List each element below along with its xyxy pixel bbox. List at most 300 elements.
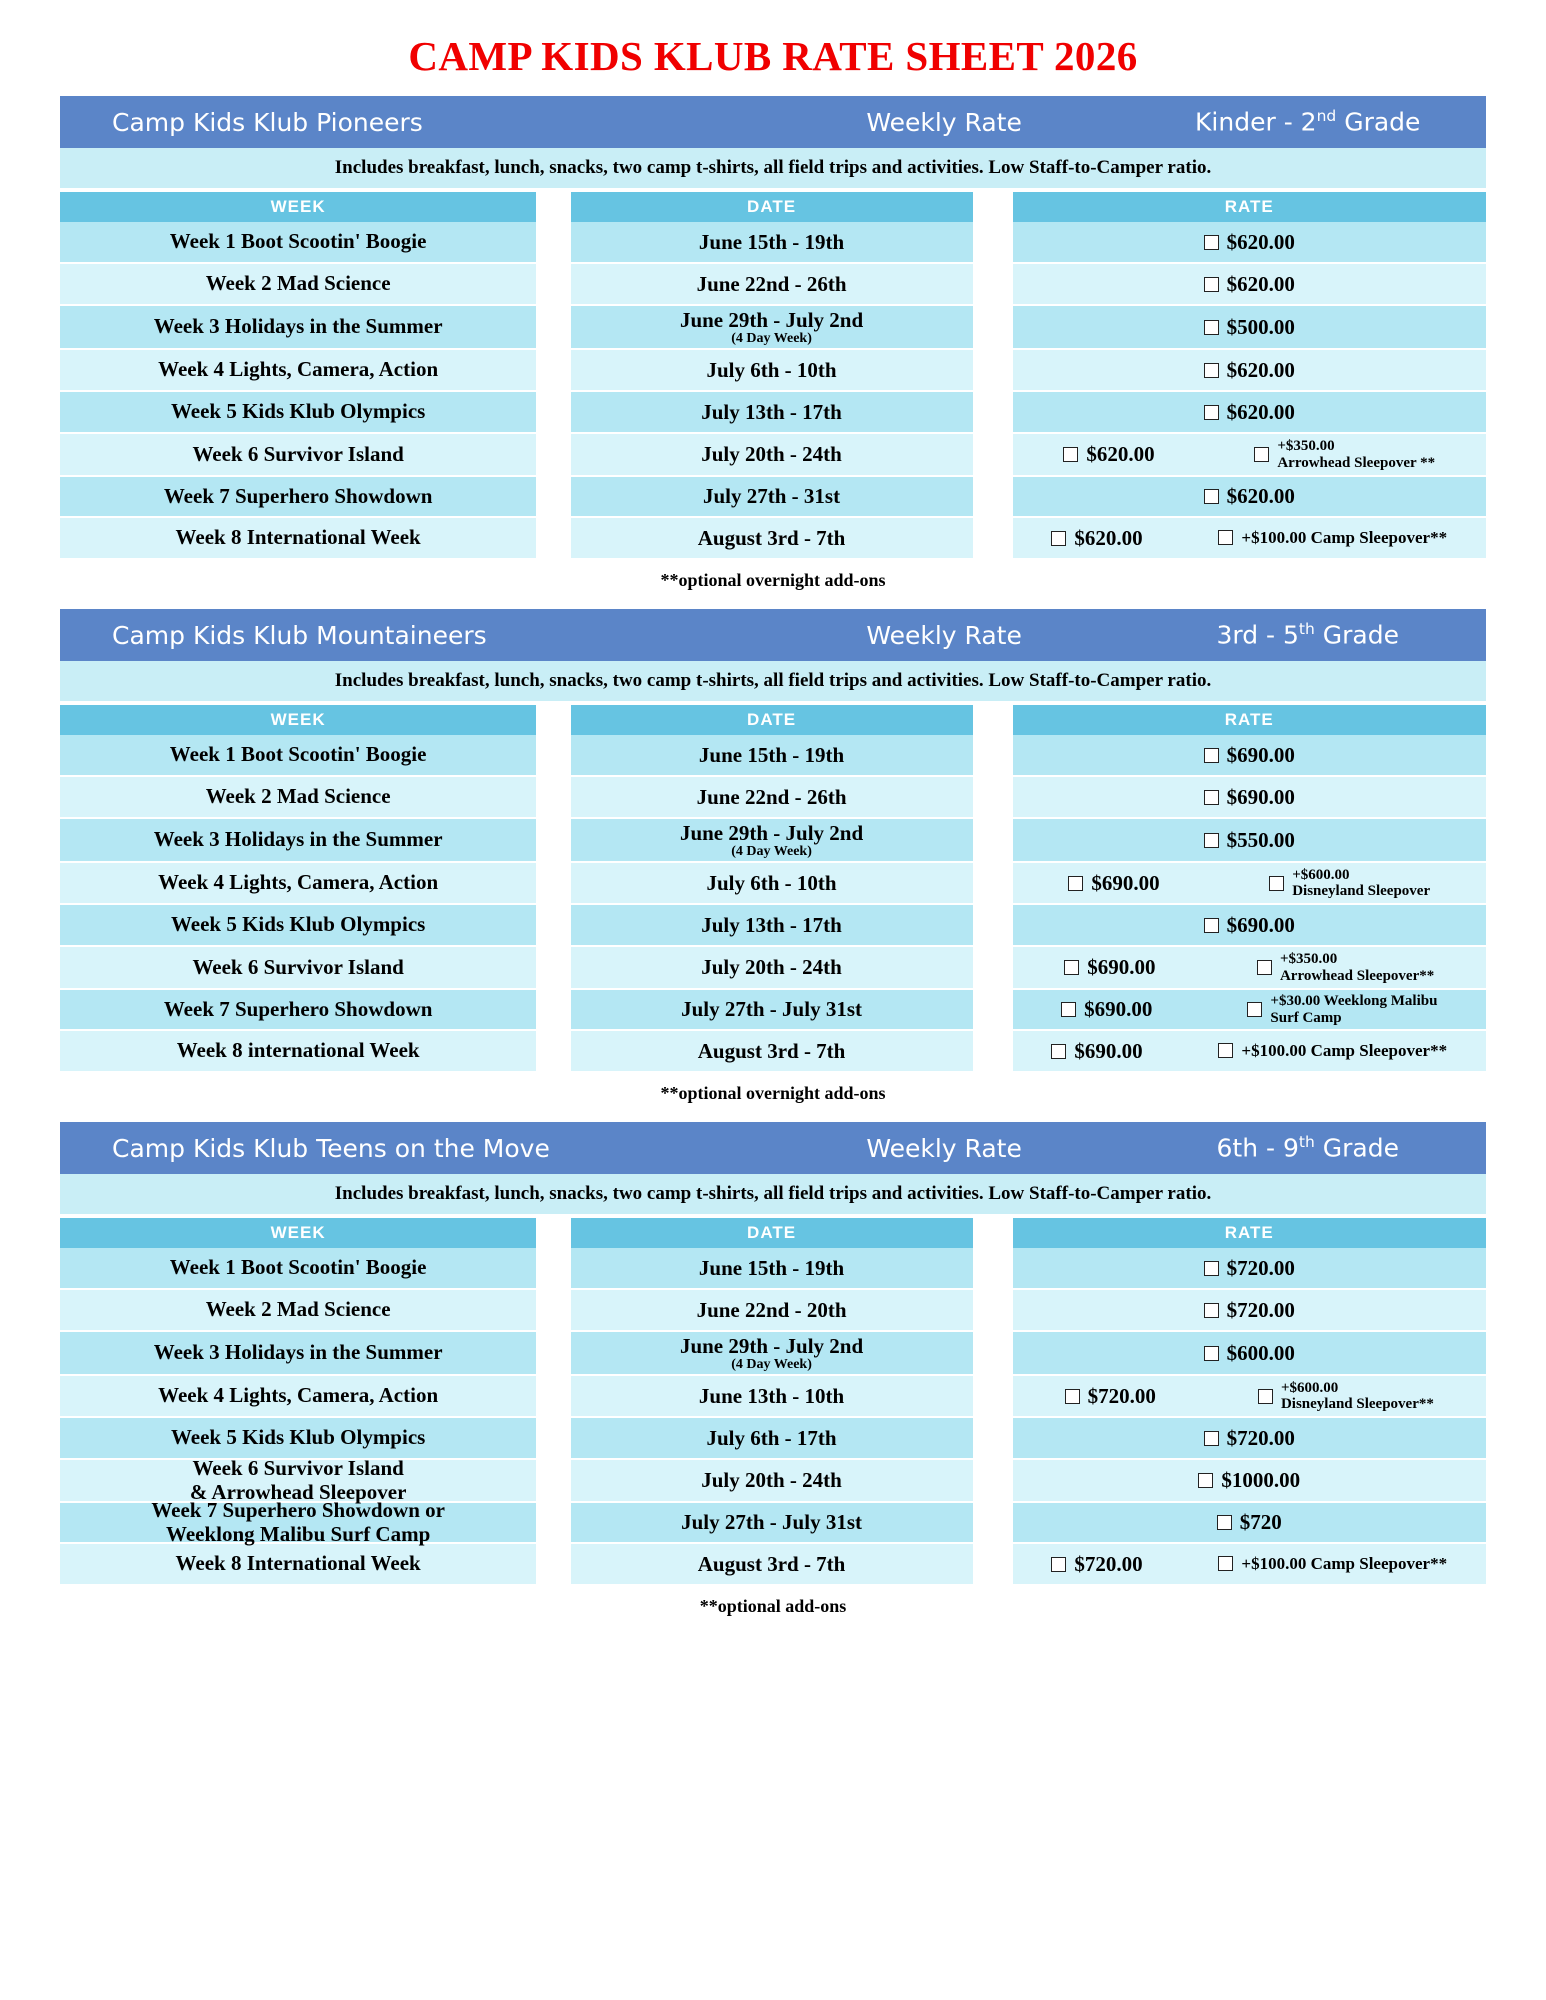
date-label: July 20th - 24th xyxy=(701,442,842,466)
rate-checkbox[interactable] xyxy=(1204,833,1219,848)
rate-line xyxy=(1019,1510,1480,1535)
week-column xyxy=(60,1218,536,1586)
rate-column xyxy=(1013,192,1486,560)
section-rate-label: Weekly Rate xyxy=(866,1133,1022,1163)
week-cell xyxy=(60,990,536,1029)
week-cell xyxy=(60,434,536,475)
rate-amount: $620.00 xyxy=(1226,271,1295,296)
week-cell xyxy=(60,306,536,348)
grade-suffix: nd xyxy=(1316,107,1337,126)
rate-primary-group xyxy=(1204,785,1295,810)
rate-cell xyxy=(1013,947,1486,988)
date-label: June 29th - July 2nd xyxy=(679,820,864,845)
section-grade-label xyxy=(1129,107,1486,136)
week-cell xyxy=(60,1418,536,1458)
date-label: August 3rd - 7th xyxy=(697,1038,846,1063)
date-column xyxy=(571,192,973,560)
week-cell xyxy=(60,264,536,304)
rate-line xyxy=(1019,1039,1480,1064)
date-label: June 22nd - 26th xyxy=(696,271,847,296)
rate-primary-group xyxy=(1065,1384,1156,1409)
rate-primary-group xyxy=(1204,743,1295,768)
week-label: Week 6 Survivor Island xyxy=(192,441,404,466)
date-cell xyxy=(571,1376,973,1416)
grade-prefix: 3rd - 5 xyxy=(1216,620,1299,650)
includes-text: Includes breakfast, lunch, snacks, two camp t-shirts, all field trips and activities. Low Staff-to-Camper ratio. xyxy=(60,1174,1486,1214)
week-label: Week 8 international Week xyxy=(176,1038,420,1063)
rate-primary-group xyxy=(1204,272,1295,297)
rate-section xyxy=(60,1122,1486,1617)
date-cell xyxy=(571,1031,973,1071)
date-label: June 22nd - 26th xyxy=(696,784,847,809)
grade-postfix: Grade xyxy=(1336,107,1421,137)
rate-primary-group xyxy=(1051,1039,1142,1064)
week-cell xyxy=(60,1248,536,1288)
addon-label: +$30.00 Weeklong Malibu Surf Camp xyxy=(1270,993,1438,1026)
section-grade-label xyxy=(1129,620,1486,649)
date-label: July 6th - 10th xyxy=(706,870,837,895)
rate-primary-group xyxy=(1198,1468,1300,1493)
date-value-wrap xyxy=(699,230,844,255)
date-value-wrap xyxy=(707,871,837,896)
date-value-wrap xyxy=(701,955,842,980)
addon-checkbox[interactable] xyxy=(1218,1043,1233,1058)
date-cell xyxy=(571,819,973,861)
rate-amount: $690.00 xyxy=(1074,1038,1143,1063)
date-value-wrap xyxy=(697,785,847,810)
rate-line xyxy=(1019,272,1480,297)
date-cell xyxy=(571,434,973,475)
rate-checkbox[interactable] xyxy=(1051,1044,1066,1059)
rate-line xyxy=(1019,913,1480,938)
rate-cell xyxy=(1013,1376,1486,1416)
rate-checkbox[interactable] xyxy=(1204,1431,1219,1446)
date-cell xyxy=(571,222,973,262)
addon-group xyxy=(1258,1380,1434,1412)
rate-line xyxy=(1019,743,1480,768)
rate-amount: $690.00 xyxy=(1226,742,1295,767)
addon-label: +$100.00 Camp Sleepover** xyxy=(1241,1553,1448,1573)
rate-primary-group xyxy=(1204,1298,1295,1323)
rate-amount: $620.00 xyxy=(1226,399,1295,424)
addon-group xyxy=(1218,529,1447,547)
rate-line xyxy=(1019,1426,1480,1451)
date-value-wrap xyxy=(698,1039,846,1064)
date-label: July 27th - 31st xyxy=(703,484,841,508)
rate-checkbox[interactable] xyxy=(1051,1557,1066,1572)
date-label: June 22nd - 20th xyxy=(696,1297,847,1322)
week-label: Week 5 Kids Klub Olympics xyxy=(170,399,426,424)
rate-line xyxy=(1019,867,1480,899)
date-cell xyxy=(571,350,973,390)
sections-container xyxy=(60,96,1486,1617)
rate-cell xyxy=(1013,264,1486,304)
rate-amount: $720.00 xyxy=(1087,1383,1156,1408)
rate-primary-group xyxy=(1051,1552,1142,1577)
week-cell xyxy=(60,1290,536,1330)
date-value-wrap xyxy=(699,743,844,768)
addon-label: +$350.00 Arrowhead Sleepover ** xyxy=(1277,438,1436,471)
week-cell xyxy=(60,477,536,516)
rate-cell xyxy=(1013,518,1486,558)
date-column-header: DATE xyxy=(571,1218,973,1248)
rate-amount: $690.00 xyxy=(1087,955,1156,979)
date-sublabel: (4 Day Week) xyxy=(731,843,812,859)
week-column xyxy=(60,705,536,1073)
rate-line xyxy=(1019,1468,1480,1493)
rate-line xyxy=(1019,828,1480,853)
date-label: June 29th - July 2nd xyxy=(679,1333,864,1358)
rate-amount: $720.00 xyxy=(1074,1551,1143,1576)
rate-checkbox[interactable] xyxy=(1065,1389,1080,1404)
date-cell xyxy=(571,947,973,988)
rate-checkbox[interactable] xyxy=(1204,489,1219,504)
rate-amount: $550.00 xyxy=(1226,827,1295,852)
rate-checkbox[interactable] xyxy=(1204,277,1219,292)
date-column xyxy=(571,1218,973,1586)
grade-postfix: Grade xyxy=(1314,1133,1399,1163)
week-label: Week 1 Boot Scootin' Boogie xyxy=(169,742,427,767)
week-label: Week 5 Kids Klub Olympics xyxy=(170,912,426,937)
week-cell xyxy=(60,735,536,775)
date-label: August 3rd - 7th xyxy=(697,1551,846,1576)
rate-primary-group xyxy=(1204,484,1295,509)
section-title: Camp Kids Klub Teens on the Move xyxy=(112,1133,550,1163)
rate-cell xyxy=(1013,777,1486,817)
rate-amount: $690.00 xyxy=(1084,997,1153,1021)
rate-primary-group xyxy=(1204,400,1295,425)
week-cell xyxy=(60,863,536,903)
section-footnote: **optional overnight add-ons xyxy=(660,1083,886,1103)
date-cell xyxy=(571,306,973,348)
date-cell xyxy=(571,264,973,304)
grade-prefix: 6th - 9 xyxy=(1216,1133,1299,1163)
date-label: June 15th - 19th xyxy=(698,229,845,254)
date-cell xyxy=(571,990,973,1029)
rate-amount: $620.00 xyxy=(1226,484,1295,508)
rate-cell xyxy=(1013,905,1486,945)
rate-amount: $690.00 xyxy=(1226,912,1295,937)
addon-checkbox[interactable] xyxy=(1247,1002,1262,1017)
rate-line xyxy=(1019,1298,1480,1323)
date-sublabel: (4 Day Week) xyxy=(731,1356,812,1372)
section-title: Camp Kids Klub Pioneers xyxy=(112,107,423,137)
week-column xyxy=(60,192,536,560)
date-label: June 15th - 19th xyxy=(698,742,845,767)
date-sublabel: (4 Day Week) xyxy=(731,330,812,346)
week-label: Week 6 Survivor Island xyxy=(192,954,404,979)
date-value-wrap xyxy=(697,272,847,297)
addon-label: +$600.00 Disneyland Sleepover** xyxy=(1280,1379,1434,1412)
week-cell xyxy=(60,777,536,817)
rate-checkbox[interactable] xyxy=(1204,320,1219,335)
grade-postfix: Grade xyxy=(1314,620,1399,650)
week-label: Week 7 Superhero Showdown or Weeklong Malibu Surf Camp xyxy=(151,1497,445,1546)
rate-section xyxy=(60,96,1486,591)
rate-amount: $720.00 xyxy=(1226,1255,1295,1280)
date-column xyxy=(571,705,973,1073)
rate-line xyxy=(1019,993,1480,1025)
rate-primary-group xyxy=(1217,1510,1282,1535)
date-value-wrap xyxy=(701,442,842,467)
rate-line xyxy=(1019,230,1480,255)
date-label: June 15th - 19th xyxy=(698,1255,845,1280)
week-label: Week 2 Mad Science xyxy=(205,1297,391,1322)
week-label: Week 4 Lights, Camera, Action xyxy=(158,870,439,895)
addon-label: +$100.00 Camp Sleepover** xyxy=(1241,527,1448,547)
rate-amount: $720 xyxy=(1239,1510,1282,1534)
week-label: Week 3 Holidays in the Summer xyxy=(153,827,443,852)
date-value-wrap xyxy=(698,526,846,551)
addon-group xyxy=(1257,951,1434,983)
date-value-wrap xyxy=(707,1426,837,1451)
date-label: July 20th - 24th xyxy=(701,955,842,979)
rate-checkbox[interactable] xyxy=(1198,1473,1213,1488)
rate-checkbox[interactable] xyxy=(1204,405,1219,420)
rate-checkbox[interactable] xyxy=(1204,1346,1219,1361)
rate-column xyxy=(1013,1218,1486,1586)
addon-label: +$350.00 Arrowhead Sleepover** xyxy=(1279,951,1435,984)
rate-column-header: RATE xyxy=(1013,705,1486,735)
rate-cell xyxy=(1013,1460,1486,1501)
week-label: Week 6 Survivor Island & Arrowhead Sleepover xyxy=(189,1455,407,1504)
rate-primary-group xyxy=(1204,1256,1295,1281)
date-cell xyxy=(571,1418,973,1458)
rate-primary-group xyxy=(1064,955,1155,980)
rate-cell xyxy=(1013,990,1486,1029)
rate-column-header: RATE xyxy=(1013,1218,1486,1248)
rate-primary-group xyxy=(1204,315,1295,340)
rate-checkbox[interactable] xyxy=(1068,876,1083,891)
week-label: Week 2 Mad Science xyxy=(205,784,391,809)
week-cell xyxy=(60,1544,536,1584)
page-title: CAMP KIDS KLUB RATE SHEET 2026 xyxy=(408,33,1138,79)
rate-checkbox[interactable] xyxy=(1204,748,1219,763)
date-cell xyxy=(571,735,973,775)
grade-suffix: th xyxy=(1298,620,1315,639)
week-cell xyxy=(60,1031,536,1071)
date-value-wrap xyxy=(701,1468,842,1493)
rate-checkbox[interactable] xyxy=(1061,1002,1076,1017)
rate-amount: $690.00 xyxy=(1091,870,1160,895)
rate-primary-group xyxy=(1063,442,1154,467)
rate-amount: $1000.00 xyxy=(1221,1468,1301,1492)
rate-primary-group xyxy=(1204,1341,1295,1366)
date-value-wrap xyxy=(697,1298,847,1323)
date-label: July 13th - 17th xyxy=(701,399,842,424)
rate-primary-group xyxy=(1051,526,1142,551)
section-columns xyxy=(60,705,1486,1073)
rate-cell xyxy=(1013,863,1486,903)
rate-line xyxy=(1019,400,1480,425)
date-label: July 27th - July 31st xyxy=(681,1510,862,1534)
rate-line xyxy=(1019,1341,1480,1366)
date-cell xyxy=(571,1460,973,1501)
section-footnote: **optional add-ons xyxy=(699,1596,847,1616)
date-value-wrap xyxy=(680,308,863,347)
date-label: July 6th - 17th xyxy=(706,1425,837,1450)
date-label: June 29th - July 2nd xyxy=(679,307,864,332)
section-footnote: **optional overnight add-ons xyxy=(660,570,886,590)
section-rate-label: Weekly Rate xyxy=(866,620,1022,650)
includes-text: Includes breakfast, lunch, snacks, two camp t-shirts, all field trips and activities. Low Staff-to-Camper ratio. xyxy=(60,661,1486,701)
addon-checkbox[interactable] xyxy=(1218,1556,1233,1571)
date-value-wrap xyxy=(681,1510,862,1535)
rate-primary-group xyxy=(1068,871,1159,896)
rate-line xyxy=(1019,315,1480,340)
week-label: Week 7 Superhero Showdown xyxy=(163,483,433,508)
rate-amount: $600.00 xyxy=(1226,1340,1295,1365)
date-value-wrap xyxy=(699,1256,844,1281)
date-value-wrap xyxy=(703,484,840,509)
date-value-wrap xyxy=(698,1552,846,1577)
date-cell xyxy=(571,1544,973,1584)
addon-checkbox[interactable] xyxy=(1257,960,1272,975)
rate-cell xyxy=(1013,306,1486,348)
date-cell xyxy=(571,1290,973,1330)
rate-line xyxy=(1019,1552,1480,1577)
week-column-header: WEEK xyxy=(60,705,536,735)
addon-label: +$100.00 Camp Sleepover** xyxy=(1241,1040,1448,1060)
date-value-wrap xyxy=(680,821,863,860)
rate-line xyxy=(1019,1256,1480,1281)
rate-cell xyxy=(1013,477,1486,516)
rate-checkbox[interactable] xyxy=(1204,790,1219,805)
rate-column xyxy=(1013,705,1486,1073)
rate-primary-group xyxy=(1204,913,1295,938)
rate-column-header: RATE xyxy=(1013,192,1486,222)
rate-checkbox[interactable] xyxy=(1064,960,1079,975)
section-header-bar xyxy=(60,96,1486,148)
week-label: Week 8 International Week xyxy=(175,1551,421,1576)
date-label: July 6th - 10th xyxy=(706,357,837,382)
rate-cell xyxy=(1013,392,1486,432)
date-value-wrap xyxy=(699,1384,844,1409)
rate-section xyxy=(60,609,1486,1104)
week-label: Week 5 Kids Klub Olympics xyxy=(170,1425,426,1450)
rate-cell xyxy=(1013,1332,1486,1374)
rate-checkbox[interactable] xyxy=(1217,1515,1232,1530)
addon-group xyxy=(1218,1042,1447,1060)
date-cell xyxy=(571,518,973,558)
rate-cell xyxy=(1013,350,1486,390)
week-cell xyxy=(60,819,536,861)
rate-checkbox[interactable] xyxy=(1204,1261,1219,1276)
week-cell xyxy=(60,1497,536,1546)
rate-checkbox[interactable] xyxy=(1051,531,1066,546)
rate-cell xyxy=(1013,222,1486,262)
date-value-wrap xyxy=(701,913,842,938)
addon-checkbox[interactable] xyxy=(1258,1389,1273,1404)
section-columns xyxy=(60,192,1486,560)
grade-prefix: Kinder - 2 xyxy=(1195,107,1317,137)
rate-amount: $620.00 xyxy=(1226,229,1295,254)
addon-label: +$600.00 Disneyland Sleepover xyxy=(1292,866,1431,899)
date-value-wrap xyxy=(681,997,862,1022)
addon-group xyxy=(1254,438,1435,470)
week-cell xyxy=(60,392,536,432)
rate-cell xyxy=(1013,1290,1486,1330)
week-cell xyxy=(60,905,536,945)
date-cell xyxy=(571,863,973,903)
date-label: July 20th - 24th xyxy=(701,1468,842,1492)
section-rate-label: Weekly Rate xyxy=(866,107,1022,137)
grade-suffix: th xyxy=(1298,1133,1315,1152)
rate-primary-group xyxy=(1061,997,1152,1022)
date-value-wrap xyxy=(680,1334,863,1373)
week-column-header: WEEK xyxy=(60,192,536,222)
date-cell xyxy=(571,1503,973,1542)
section-title: Camp Kids Klub Mountaineers xyxy=(112,620,487,650)
includes-text: Includes breakfast, lunch, snacks, two camp t-shirts, all field trips and activities. Low Staff-to-Camper ratio. xyxy=(60,148,1486,188)
rate-cell xyxy=(1013,434,1486,475)
rate-amount: $690.00 xyxy=(1226,784,1295,809)
addon-checkbox[interactable] xyxy=(1218,530,1233,545)
rate-checkbox[interactable] xyxy=(1204,1303,1219,1318)
week-label: Week 7 Superhero Showdown xyxy=(163,996,433,1021)
week-cell xyxy=(60,222,536,262)
rate-checkbox[interactable] xyxy=(1204,363,1219,378)
rate-cell xyxy=(1013,1248,1486,1288)
rate-line xyxy=(1019,526,1480,551)
rate-line xyxy=(1019,358,1480,383)
rate-checkbox[interactable] xyxy=(1204,235,1219,250)
week-label: Week 1 Boot Scootin' Boogie xyxy=(169,1255,427,1280)
rate-line xyxy=(1019,951,1480,983)
week-label: Week 3 Holidays in the Summer xyxy=(153,314,443,339)
week-label: Week 4 Lights, Camera, Action xyxy=(158,357,439,382)
date-label: August 3rd - 7th xyxy=(697,525,846,550)
addon-group xyxy=(1218,1555,1447,1573)
date-column-header: DATE xyxy=(571,705,973,735)
rate-primary-group xyxy=(1204,230,1295,255)
rate-cell xyxy=(1013,1031,1486,1071)
week-label: Week 8 International Week xyxy=(175,525,421,550)
date-value-wrap xyxy=(707,358,837,383)
week-label: Week 1 Boot Scootin' Boogie xyxy=(169,229,427,254)
week-cell xyxy=(60,1376,536,1416)
rate-cell xyxy=(1013,1418,1486,1458)
addon-checkbox[interactable] xyxy=(1254,447,1269,462)
rate-primary-group xyxy=(1204,1426,1295,1451)
week-label: Week 4 Lights, Camera, Action xyxy=(158,1383,439,1408)
date-cell xyxy=(571,392,973,432)
week-cell xyxy=(60,947,536,988)
rate-line xyxy=(1019,438,1480,470)
rate-line xyxy=(1019,484,1480,509)
rate-amount: $720.00 xyxy=(1226,1297,1295,1322)
week-cell xyxy=(60,1455,536,1504)
week-cell xyxy=(60,518,536,558)
date-cell xyxy=(571,777,973,817)
rate-amount: $720.00 xyxy=(1226,1425,1295,1450)
rate-checkbox[interactable] xyxy=(1063,447,1078,462)
week-column-header: WEEK xyxy=(60,1218,536,1248)
rate-line xyxy=(1019,1380,1480,1412)
date-value-wrap xyxy=(701,400,842,425)
addon-checkbox[interactable] xyxy=(1269,876,1284,891)
date-cell xyxy=(571,1248,973,1288)
week-cell xyxy=(60,350,536,390)
rate-cell xyxy=(1013,1503,1486,1542)
addon-group xyxy=(1269,867,1430,899)
rate-primary-group xyxy=(1204,828,1295,853)
date-cell xyxy=(571,1332,973,1374)
date-label: June 13th - 10th xyxy=(698,1383,845,1408)
week-label: Week 3 Holidays in the Summer xyxy=(153,1340,443,1365)
date-label: July 27th - July 31st xyxy=(681,997,862,1021)
rate-checkbox[interactable] xyxy=(1204,918,1219,933)
